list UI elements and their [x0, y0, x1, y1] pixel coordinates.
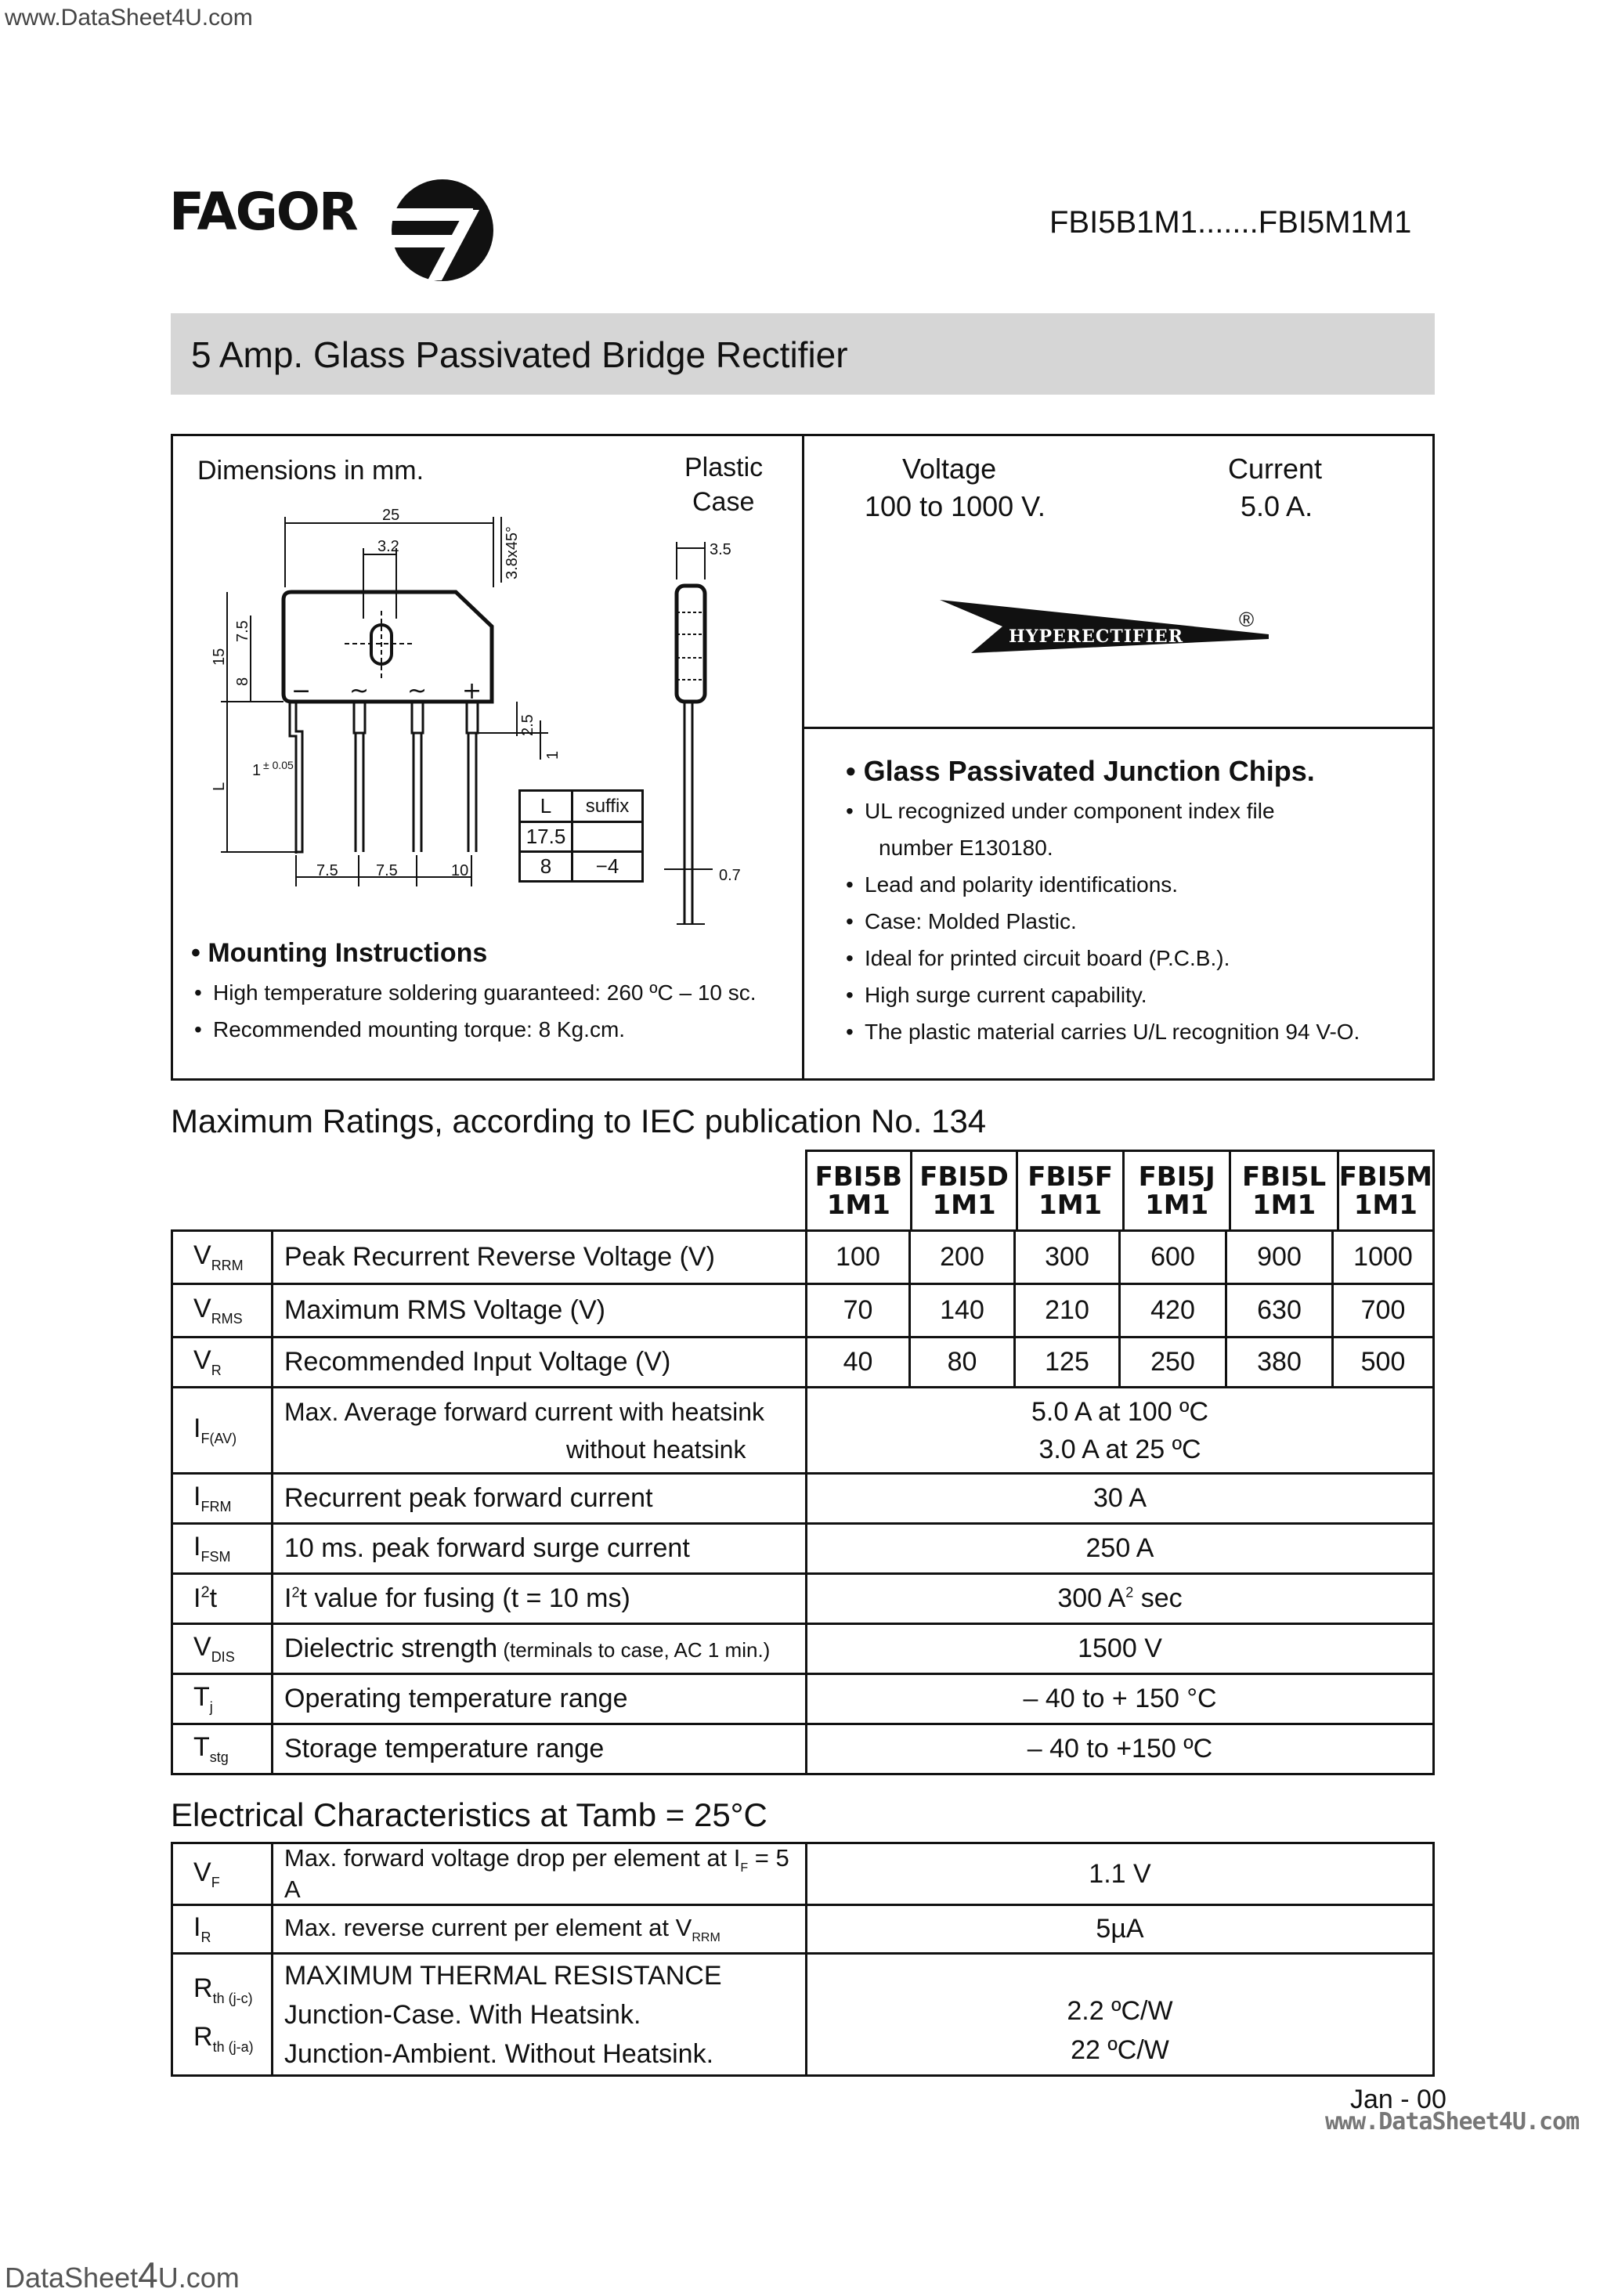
- model-header: [807, 1151, 912, 1231]
- symbol-cell: [172, 1624, 273, 1674]
- symbol-cell: [172, 1338, 273, 1388]
- model-suffix: 1M1: [1038, 1189, 1103, 1221]
- table-row: [172, 1724, 1434, 1774]
- value-cell: 70: [807, 1284, 910, 1338]
- model-name: FBI5M: [1338, 1161, 1432, 1193]
- electrical-table: [171, 1842, 1435, 2077]
- symbol-sub: RRM: [211, 1257, 244, 1273]
- watermark-bottom-prefix: DataSheet: [5, 2262, 139, 2294]
- table-row: [172, 1524, 1434, 1574]
- value-cell: 140: [910, 1284, 1015, 1338]
- thermal-value-2: 22 ºC/W: [1071, 2035, 1169, 2066]
- value-line: 5.0 A at 100 ºC: [1031, 1396, 1209, 1427]
- dim-pitch-2: 7.5: [376, 862, 398, 879]
- dim-width: 25: [382, 507, 400, 524]
- dim-pitch-3: 10: [451, 862, 469, 879]
- max-ratings-table: [171, 1229, 1435, 1775]
- symbol: V: [193, 1857, 211, 1887]
- table-row: [172, 1474, 1434, 1524]
- feature-item: • UL recognized under component index file: [843, 792, 1430, 829]
- value-cell: 600: [1120, 1231, 1226, 1284]
- value-cell: 300: [1015, 1231, 1120, 1284]
- symbol: V: [193, 1294, 211, 1324]
- value-cell: 380: [1226, 1338, 1333, 1388]
- description-sub: F: [740, 1861, 749, 1875]
- symbol-sub: DIS: [211, 1648, 235, 1665]
- dim-lower: 8: [234, 677, 251, 686]
- model-suffix: 1M1: [932, 1189, 996, 1221]
- value-cell: – 40 to +150 ºC: [807, 1724, 1434, 1774]
- value-cell: [807, 1388, 1434, 1474]
- table-row: [172, 1954, 1434, 2076]
- description-cell: [273, 1954, 807, 2076]
- model-suffix: 1M1: [1145, 1189, 1209, 1221]
- table-row: [172, 1843, 1434, 1905]
- description-line: Max. Average forward current with heatsink: [284, 1397, 765, 1426]
- mounting-heading: • Mounting Instructions: [191, 938, 488, 968]
- model-suffix: 1M1: [1353, 1189, 1418, 1221]
- feature-item: • High surge current capability.: [843, 977, 1430, 1013]
- value-cell: 1000: [1333, 1231, 1434, 1284]
- thermal-heading: MAXIMUM THERMAL RESISTANCE: [284, 1960, 722, 1991]
- symbol-sub: RMS: [211, 1310, 243, 1327]
- thermal-symbol-2: [193, 2017, 271, 2067]
- description-sup: 2: [291, 1584, 300, 1601]
- watermark-bottom-digit: 4: [138, 2254, 158, 2295]
- value-pre: 300 A: [1057, 1583, 1126, 1613]
- hyperectifier-badge: [940, 595, 1277, 658]
- page-title: 5 Amp. Glass Passivated Bridge Rectifier: [191, 334, 848, 375]
- symbol-cell: [172, 1905, 273, 1954]
- description-cell: Recurrent peak forward current: [273, 1474, 807, 1524]
- symbol: V: [193, 1345, 211, 1376]
- revision-date: Jan - 00: [1350, 2085, 1446, 2114]
- value-cell: 125: [1015, 1338, 1120, 1388]
- value-cell: 250: [1120, 1338, 1226, 1388]
- symbol-cell: [172, 1474, 273, 1524]
- symbol: V: [193, 1632, 211, 1662]
- symbol-cell: [172, 1388, 273, 1474]
- symbol-sub: FSM: [200, 1548, 231, 1565]
- description-main: Dielectric strength: [284, 1634, 498, 1663]
- hyperectifier-text: HYPERECTIFIER: [1009, 626, 1183, 647]
- voltage-value: 100 to 1000 V.: [865, 490, 1046, 522]
- model-name: FBI5J: [1138, 1161, 1215, 1193]
- feature-item: • Lead and polarity identifications.: [843, 866, 1430, 903]
- symbol-sub: stg: [209, 1749, 229, 1765]
- thermal-symbol-1: [193, 1969, 271, 2018]
- value-cell: 100: [807, 1231, 910, 1284]
- value-cell: 5µA: [807, 1905, 1434, 1954]
- suffix-cell: [572, 822, 643, 852]
- symbol: R: [193, 2022, 213, 2052]
- case-label-1: Plastic: [684, 453, 764, 482]
- symbol-sub: FRM: [200, 1498, 232, 1514]
- symbol: I: [193, 1912, 201, 1943]
- value-cell: [807, 1954, 1434, 2076]
- description-note: (terminals to case, AC 1 min.): [497, 1638, 771, 1662]
- pin-plus: +: [462, 677, 482, 705]
- feature-item: number E130180.: [879, 836, 1053, 860]
- symbol-sub: F: [211, 1874, 220, 1890]
- brand-name: FAGOR: [169, 182, 357, 242]
- symbol-cell: [172, 1954, 273, 2076]
- table-row: [172, 1624, 1434, 1674]
- summary-divider-horizontal: [802, 727, 1435, 729]
- value-sup: 2: [1125, 1584, 1134, 1601]
- dim-lead-step2: 1: [544, 750, 562, 760]
- table-row: [172, 1905, 1434, 1954]
- table-row: [172, 1231, 1434, 1284]
- symbol-cell: [172, 1284, 273, 1338]
- symbol-t: t: [209, 1583, 218, 1613]
- description-cell: [273, 1624, 807, 1674]
- mounting-item: • High temperature soldering guaranteed: 260 ºC – 10 sc.: [191, 974, 802, 1011]
- current-value: 5.0 A.: [1241, 490, 1313, 522]
- symbol-sub: F(AV): [200, 1430, 237, 1446]
- description-line: without heatsink: [566, 1435, 746, 1464]
- feature-item: • Ideal for printed circuit board (P.C.B.).: [843, 940, 1430, 977]
- summary-divider-vertical: [802, 434, 804, 1081]
- symbol-sub: j: [209, 1699, 213, 1715]
- symbol: T: [193, 1732, 210, 1763]
- symbol: R: [193, 1973, 213, 2003]
- dim-side-width: 3.5: [710, 541, 731, 558]
- value-cell: 1.1 V: [807, 1843, 1434, 1905]
- value-cell: 40: [807, 1338, 910, 1388]
- value-cell: 1500 V: [807, 1624, 1434, 1674]
- model-header: [1017, 1151, 1123, 1231]
- pin-minus: −: [291, 677, 312, 705]
- dim-chamfer: 3.8x45°: [504, 525, 521, 579]
- model-suffix: 1M1: [1252, 1189, 1316, 1221]
- dimensions-label: Dimensions in mm.: [197, 456, 424, 486]
- dim-hole: 3.2: [377, 538, 399, 555]
- symbol-cell: [172, 1524, 273, 1574]
- dim-lead-width: 1: [252, 762, 262, 779]
- suffix-cell: −4: [572, 852, 643, 882]
- dim-lead-length: L: [211, 782, 228, 791]
- description-post: t value for fusing (t = 10 ms): [299, 1583, 630, 1613]
- model-header: [1123, 1151, 1230, 1231]
- symbol-sub: R: [200, 1930, 211, 1946]
- model-name: FBI5L: [1242, 1161, 1327, 1193]
- package-drawing: [204, 501, 799, 940]
- max-ratings-heading: Maximum Ratings, according to IEC publication No. 134: [171, 1103, 987, 1139]
- description-cell: 10 ms. peak forward surge current: [273, 1524, 807, 1574]
- model-name: FBI5D: [919, 1161, 1009, 1193]
- model-suffix: 1M1: [826, 1189, 890, 1221]
- value-cell: 900: [1226, 1231, 1333, 1284]
- part-range: FBI5B1M1.......FBI5M1M1: [1049, 205, 1412, 240]
- symbol: I: [193, 1413, 201, 1444]
- thermal-value-1: 2.2 ºC/W: [1067, 1996, 1173, 2027]
- value-cell: 420: [1120, 1284, 1226, 1338]
- value-cell: [807, 1574, 1434, 1624]
- description-sub: RRM: [692, 1930, 721, 1944]
- value-cell: 630: [1226, 1284, 1333, 1338]
- symbol-sub: R: [211, 1362, 222, 1378]
- table-row: [172, 1388, 1434, 1474]
- registered-mark: ®: [1239, 608, 1255, 631]
- dim-height: 15: [211, 648, 228, 666]
- dim-pitch-1: 7.5: [316, 862, 338, 879]
- suffix-header-l: L: [520, 791, 572, 822]
- symbol-sub: th (j-a): [212, 2039, 254, 2056]
- description-pre: I: [284, 1583, 292, 1613]
- symbol-cell: [172, 1843, 273, 1905]
- value-cell: 30 A: [807, 1474, 1434, 1524]
- table-row: [172, 1574, 1434, 1624]
- thermal-desc-2: Junction-Ambient. Without Heatsink.: [284, 2038, 714, 2069]
- pin-ac-2: ~: [407, 677, 428, 705]
- value-cell: 500: [1333, 1338, 1434, 1388]
- watermark-bottom-suffix: U.com: [157, 2262, 240, 2294]
- table-row: [172, 1338, 1434, 1388]
- table-row: [172, 1284, 1434, 1338]
- current-label: Current: [1228, 453, 1323, 485]
- value-post: sec: [1133, 1583, 1183, 1613]
- symbol-cell: [172, 1231, 273, 1284]
- model-header: [1338, 1151, 1433, 1231]
- dim-lead-tolerance: ± 0.05: [263, 759, 294, 771]
- suffix-table: [518, 789, 644, 883]
- models-header-table: [805, 1150, 1435, 1232]
- case-label-2: Case: [692, 487, 755, 517]
- description-pre: Max. forward voltage drop per element at I: [284, 1844, 741, 1872]
- symbol: I: [193, 1532, 201, 1562]
- value-cell: 700: [1333, 1284, 1434, 1338]
- thermal-desc-1: Junction-Case. With Heatsink.: [284, 1999, 641, 2030]
- features-list: [843, 792, 1430, 1050]
- description-cell: Maximum RMS Voltage (V): [273, 1284, 807, 1338]
- model-header: [911, 1151, 1017, 1231]
- description-pre: Max. reverse current per element at V: [284, 1913, 692, 1941]
- symbol-cell: [172, 1724, 273, 1774]
- description-cell: Operating temperature range: [273, 1674, 807, 1724]
- symbol-sup: 2: [200, 1583, 210, 1601]
- table-row: [172, 1674, 1434, 1724]
- description-cell: [273, 1905, 807, 1954]
- value-cell: 200: [910, 1231, 1015, 1284]
- feature-item: • Case: Molded Plastic.: [843, 903, 1430, 940]
- mounting-list: [191, 974, 802, 1048]
- description-cell: [273, 1843, 807, 1905]
- value-cell: 80: [910, 1338, 1015, 1388]
- description-cell: [273, 1574, 807, 1624]
- model-name: FBI5B: [814, 1161, 903, 1193]
- value-cell: 210: [1015, 1284, 1120, 1338]
- features-heading: • Glass Passivated Junction Chips.: [846, 755, 1315, 787]
- description-cell: Peak Recurrent Reverse Voltage (V): [273, 1231, 807, 1284]
- watermark-top: www.DataSheet4U.com: [5, 5, 253, 31]
- symbol-sub: th (j-c): [212, 1990, 253, 2006]
- symbol: V: [193, 1240, 211, 1271]
- dim-lead-step: 2.5: [519, 714, 536, 736]
- electrical-heading: Electrical Characteristics at Tamb = 25°C: [171, 1796, 767, 1833]
- symbol: I: [193, 1583, 201, 1613]
- symbol-cell: [172, 1674, 273, 1724]
- model-header: [1230, 1151, 1338, 1231]
- description-cell: [273, 1388, 807, 1474]
- voltage-label: Voltage: [902, 453, 997, 485]
- description-cell: Recommended Input Voltage (V): [273, 1338, 807, 1388]
- brand-logo: [169, 182, 357, 242]
- model-name: FBI5F: [1028, 1161, 1113, 1193]
- value-cell: – 40 to + 150 °C: [807, 1674, 1434, 1724]
- symbol: I: [193, 1482, 201, 1512]
- mounting-item: • Recommended mounting torque: 8 Kg.cm.: [191, 1011, 802, 1048]
- value-cell: 250 A: [807, 1524, 1434, 1574]
- symbol: T: [193, 1682, 210, 1713]
- watermark-right: www.DataSheet4U.com: [1325, 2108, 1580, 2135]
- value-line: 3.0 A at 25 ºC: [1038, 1434, 1201, 1464]
- suffix-cell: 17.5: [520, 822, 572, 852]
- fagor-logo-icon: [387, 177, 498, 283]
- pin-ac-1: ~: [349, 677, 370, 705]
- dim-side-lead: 0.7: [719, 867, 741, 884]
- suffix-cell: 8: [520, 852, 572, 882]
- dim-upper: 7.5: [234, 620, 251, 642]
- suffix-header-suffix: suffix: [572, 791, 643, 822]
- description-post: = 5 A: [284, 1844, 789, 1904]
- symbol-cell: [172, 1574, 273, 1624]
- description-cell: Storage temperature range: [273, 1724, 807, 1774]
- feature-item: • The plastic material carries U/L recognition 94 V-O.: [843, 1013, 1430, 1050]
